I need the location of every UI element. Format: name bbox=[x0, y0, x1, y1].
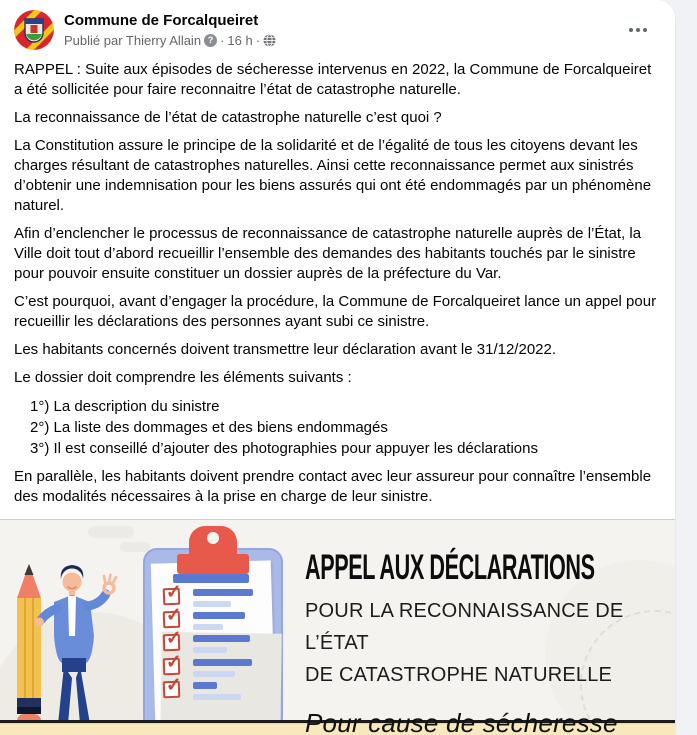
image-subtitle-line2: DE CATASTROPHE NATURELLE bbox=[305, 664, 613, 686]
post-paragraph: C’est pourquoi, avant d’engager la procédure, la Commune de Forcalqueiret lance un appel pour recueillir les déclarations des personnes ayant subi ce sinistre. bbox=[14, 293, 657, 330]
published-by-label: Publié par Thierry Allain bbox=[64, 33, 202, 48]
dossier-items-list bbox=[14, 396, 660, 459]
image-subtitle-line1: POUR LA RECONNAISSANCE DE L’ÉTAT bbox=[305, 600, 624, 654]
ellipsis-icon bbox=[643, 28, 647, 32]
list-item: 2°) La liste des dommages et des biens endommagés bbox=[30, 419, 388, 436]
checklist-title-bar bbox=[173, 574, 249, 583]
globe-icon bbox=[263, 34, 276, 47]
post-text bbox=[0, 52, 675, 515]
more-options-button[interactable] bbox=[625, 20, 651, 40]
image-title: APPEL AUX DÉCLARATIONS bbox=[305, 548, 595, 587]
separator: · bbox=[255, 33, 261, 48]
checked-checkbox-icon: ✓ bbox=[163, 611, 181, 629]
ellipsis-icon bbox=[636, 28, 640, 32]
page-name[interactable]: Commune de Forcalqueiret bbox=[64, 12, 259, 29]
ellipsis-icon bbox=[629, 28, 633, 32]
avatar[interactable] bbox=[14, 10, 54, 50]
clipboard-clip-hole bbox=[207, 532, 219, 544]
admin-badge-icon: ? bbox=[204, 34, 217, 47]
person-illustration bbox=[28, 562, 120, 734]
post-paragraph: La reconnaissance de l’état de catastrophe naturelle c’est quoi ? bbox=[14, 109, 442, 126]
post-paragraph: RAPPEL : Suite aux épisodes de sécheresse intervenus en 2022, la Commune de Forcalqueiret a été sollicitée pour faire reconnaitre l’état de catastrophe naturelle. bbox=[14, 61, 652, 98]
image-tagline: Pour cause de sécheresse bbox=[305, 708, 618, 735]
clipboard-illustration bbox=[143, 526, 283, 735]
checklist-row bbox=[163, 674, 241, 700]
post-paragraph: En parallèle, les habitants doivent prendre contact avec leur assureur pour connaître l’ensemble des modalités nécessaires à la prise en charge de leur sinistre. bbox=[14, 468, 652, 505]
list-item: 1°) La description du sinistre bbox=[30, 398, 220, 415]
separator: · bbox=[220, 33, 225, 48]
commune-coat-of-arms-icon bbox=[14, 10, 54, 50]
post-image-appel-aux-declarations[interactable] bbox=[0, 520, 675, 735]
decorative-shape bbox=[88, 526, 134, 538]
post-paragraph: Les habitants concernés doivent transmettre leur déclaration avant le 31/12/2022. bbox=[14, 341, 557, 358]
list-item: 3°) Il est conseillé d’ajouter des photographies pour appuyer les déclarations bbox=[30, 440, 538, 457]
checked-checkbox-icon: ✓ bbox=[163, 634, 181, 652]
checked-checkbox-icon: ✓ bbox=[163, 681, 181, 699]
post-header bbox=[0, 0, 675, 52]
image-headline-block bbox=[305, 548, 665, 735]
checked-checkbox-icon: ✓ bbox=[163, 658, 181, 676]
post-paragraph: Le dossier doit comprendre les éléments suivants : bbox=[14, 369, 352, 386]
image-subtitle bbox=[305, 595, 665, 691]
post-meta bbox=[64, 32, 276, 49]
post-time[interactable]: 16 h bbox=[227, 33, 253, 48]
checked-checkbox-icon: ✓ bbox=[163, 588, 181, 606]
post-paragraph: La Constitution assure le principe de la solidarité et de l’égalité de tous les citoyens devant les charges résultant de catastrophes naturelles. Ainsi cette reconnaissance permet aux sinistrés d’obtenir une indemnisation pour les biens assurés qui ont été endommagés par un phénomène naturel. bbox=[14, 137, 652, 214]
checklist-row bbox=[163, 627, 250, 653]
post-paragraph: Afin d’enclencher le processus de reconnaissance de catastrophe naturelle auprès de l’État, la Ville doit tout d’abord recueillir l’ensemble des demandes des habitants touchés par le sinistre pour pouvoir ensuite constituer un dossier auprès de la préfecture du Var. bbox=[14, 225, 642, 282]
